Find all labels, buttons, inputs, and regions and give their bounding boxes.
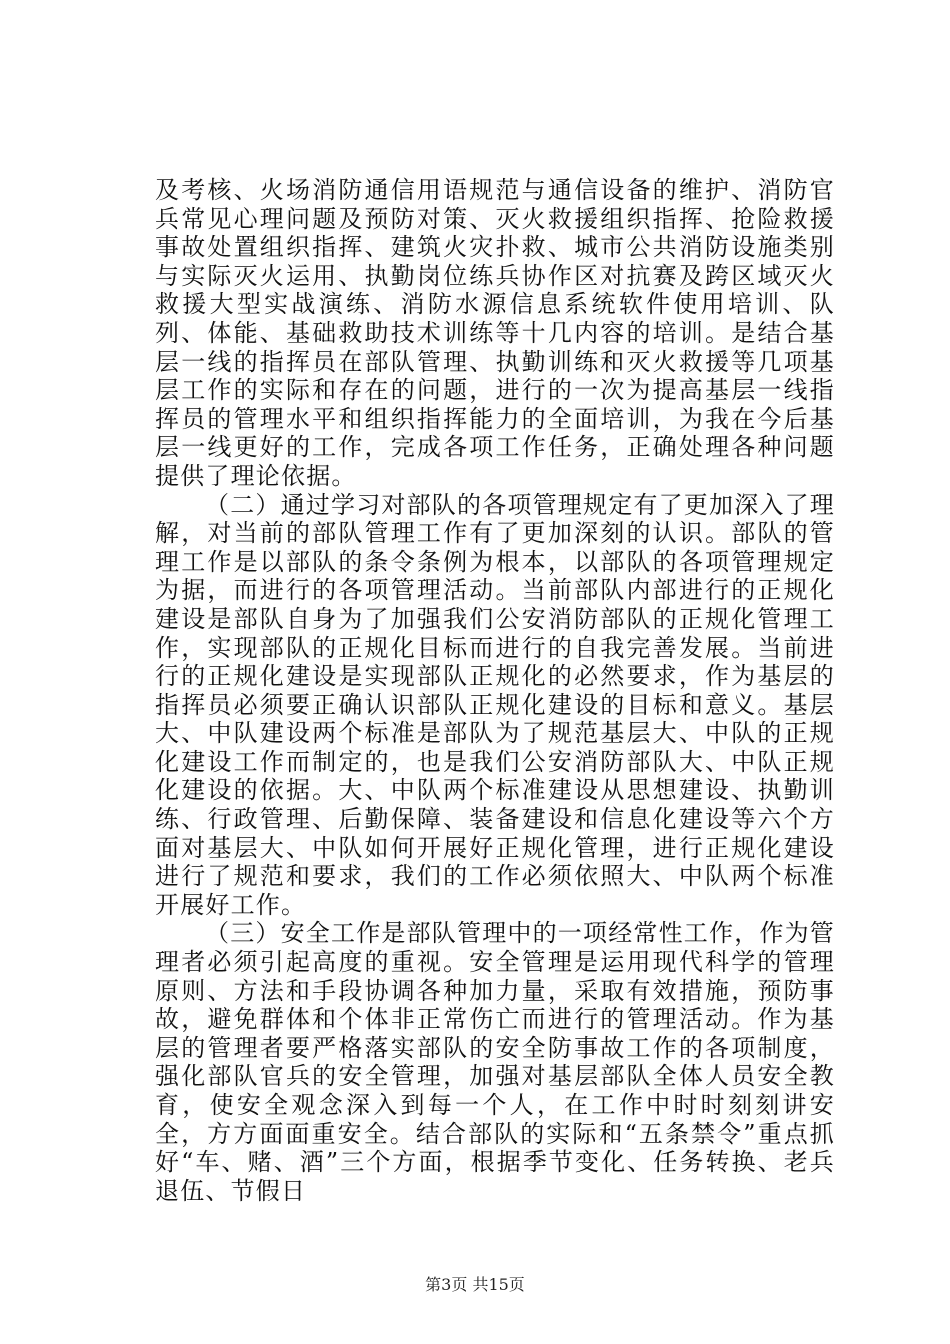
- document-body: [155, 176, 835, 1205]
- paragraph-3: （三）安全工作是部队管理中的一项经常性工作，作为管理者必须引起高度的重视。安全管理是运用现代科学的管理原则、方法和手段协调各种加力量，采取有效措施，预防事故，避免群体和个体非正常伤亡而进行的管理活动。作为基层的管理者要严格落实部队的安全防事故工作的各项制度，强化部队官兵的安全管理，加强对基层部队全体人员安全教育，使安全观念深入到每一个人，在工作中时时刻刻讲安全，方方面面重安全。结合部队的实际和“五条禁令”重点抓好“车、赌、酒”三个方面，根据季节变化、任务转换、老兵退伍、节假日: [155, 919, 835, 1205]
- paragraph-2: （二）通过学习对部队的各项管理规定有了更加深入了理解，对当前的部队管理工作有了更加深刻的认识。部队的管理工作是以部队的条令条例为根本，以部队的各项管理规定为据，而进行的各项管理活动。当前部队内部进行的正规化建设是部队自身为了加强我们公安消防部队的正规化管理工作，实现部队的正规化目标而进行的自我完善发展。当前进行的正规化建设是实现部队正规化的必然要求，作为基层的指挥员必须要正确认识部队正规化建设的目标和意义。基层大、中队建设两个标准是部队为了规范基层大、中队的正规化建设工作而制定的，也是我们公安消防部队大、中队正规化建设的依据。大、中队两个标准建设从思想建设、执勤训练、行政管理、后勤保障、装备建设和信息化建设等六个方面对基层大、中队如何开展好正规化管理，进行正规化建设进行了规范和要求，我们的工作必须依照大、中队两个标准开展好工作。: [155, 490, 835, 919]
- page-footer: 第3页 共15页: [425, 1275, 525, 1294]
- paragraph-1: 及考核、火场消防通信用语规范与通信设备的维护、消防官兵常见心理问题及预防对策、灭火救援组织指挥、抢险救援事故处置组织指挥、建筑火灾扑救、城市公共消防设施类别与实际灭火运用、执勤岗位练兵协作区对抗赛及跨区域灭火救援大型实战演练、消防水源信息系统软件使用培训、队列、体能、基础救助技术训练等十几内容的培训。是结合基层一线的指挥员在部队管理、执勤训练和灭火救援等几项基层工作的实际和存在的问题，进行的一次为提高基层一线指挥员的管理水平和组织指挥能力的全面培训，为我在今后基层一线更好的工作，完成各项工作任务，正确处理各种问题提供了理论依据。: [155, 176, 835, 490]
